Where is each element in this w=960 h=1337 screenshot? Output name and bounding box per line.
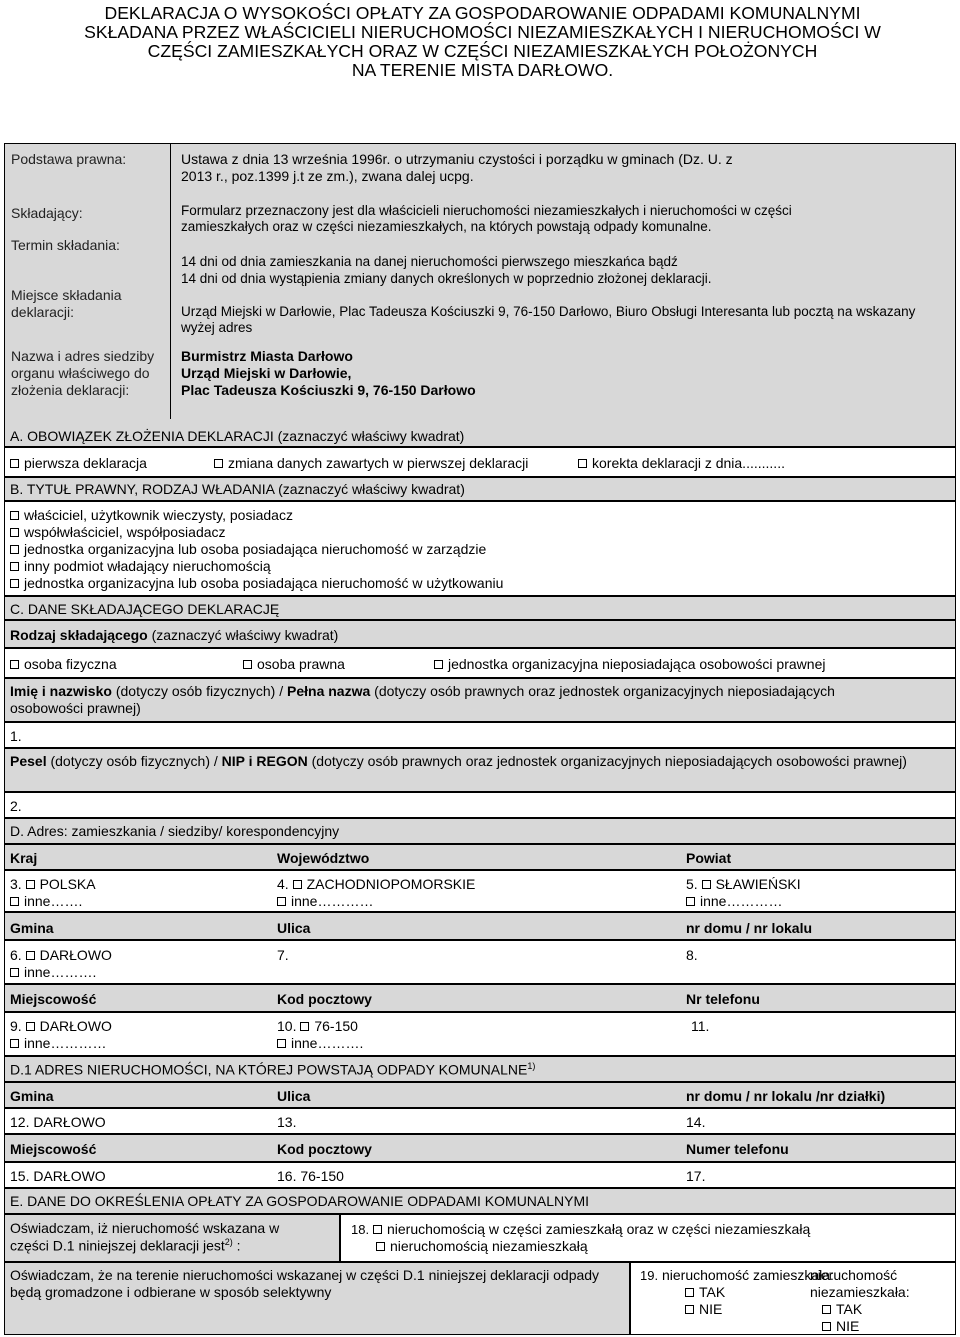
label-organ: Nazwa i adres siedziby organu właściwego do złożenia deklaracji:	[11, 348, 155, 399]
label-kraj: Kraj	[10, 850, 38, 866]
checkbox-icon[interactable]	[822, 1305, 831, 1314]
field-1-number: 1.	[10, 728, 22, 744]
header-divider	[170, 143, 171, 419]
d1-miejscowosc-field[interactable]: 15. DARŁOWO	[10, 1168, 106, 1184]
d1-nr-field[interactable]: 14.	[686, 1114, 706, 1130]
d-values-row-1	[4, 870, 956, 912]
label-podstawa: Podstawa prawna:	[11, 151, 127, 167]
pesel-label: Pesel (dotyczy osób fizycznych) / NIP i REGON (dotyczy osób prawnych oraz jednostek organizacyjnych nieposiadających osobowości prawnej)	[10, 753, 907, 769]
kod-pocztowy-field[interactable]: 10. 76-150 inne……….	[277, 1018, 364, 1052]
option-zmiana[interactable]: zmiana danych zawartych w pierwszej deklaracji	[214, 455, 528, 472]
checkbox-icon[interactable]	[300, 1022, 309, 1031]
powiat-field[interactable]: 5. SŁAWIEŃSKI inne…………	[686, 876, 801, 910]
d1-kod-field[interactable]: 16. 76-150	[277, 1168, 344, 1184]
section-d-heading: D. Adres: zamieszkania / siedziby/ korespondencyjny	[10, 823, 340, 839]
d1-label-nr: nr domu / nr lokalu /nr działki)	[686, 1088, 886, 1104]
d-labels-row-3	[4, 984, 956, 1012]
value-organ-1: Burmistrz Miasta Darłowo	[181, 348, 353, 364]
d1-label-miejscowosc: Miejscowość	[10, 1141, 97, 1157]
field-18[interactable]: 18. nieruchomością w części zamieszkałą oraz w części niezamieszkałą nieruchomością niezamieszkałą	[351, 1221, 811, 1255]
checkbox-icon[interactable]	[10, 511, 19, 520]
value-organ-3: Plac Tadeusza Kościuszki 9, 76-150 Darłowo	[181, 382, 476, 398]
imie-label: Imię i nazwisko (dotyczy osób fizycznych) / Pełna nazwa (dotyczy osób prawnych oraz jednostek organizacyjnych nieposiadających osobowości prawnej)	[10, 683, 835, 717]
ulica-field[interactable]: 7.	[277, 947, 289, 963]
checkbox-icon[interactable]	[685, 1305, 694, 1314]
checkbox-icon[interactable]	[26, 880, 35, 889]
section-d1-heading: D.1 ADRES NIERUCHOMOŚCI, NA KTÓREJ POWSTAJĄ ODPADY KOMUNALNE$^{1)}$	[10, 1061, 536, 1078]
label-kod-pocztowy: Kod pocztowy	[277, 991, 372, 1007]
label-wojewodztwo: Województwo	[277, 850, 370, 866]
d1-telefon-field[interactable]: 17.	[686, 1168, 706, 1184]
checkbox-icon[interactable]	[434, 660, 443, 669]
option-b-3[interactable]: jednostka organizacyjna lub osoba posiadająca nieruchomość w zarządzie	[10, 541, 486, 558]
label-skladajacy: Składający:	[11, 205, 83, 221]
section-c-heading: C. DANE SKŁADAJĄCEGO DEKLARACJĘ	[10, 601, 280, 617]
d-labels-row-2	[4, 912, 956, 940]
value-organ-2: Urząd Miejski w Darłowie,	[181, 365, 352, 381]
field-2-number: 2.	[10, 798, 22, 814]
label-nr-domu: nr domu / nr lokalu	[686, 920, 813, 936]
option-pierwsza[interactable]: pierwsza deklaracja	[10, 455, 147, 472]
miejscowosc-field[interactable]: 9. DARŁOWO inne…………	[10, 1018, 112, 1052]
d-values-row-2	[4, 940, 956, 984]
checkbox-icon[interactable]	[10, 579, 19, 588]
document-title	[10, 4, 955, 80]
option-osoba-fizyczna[interactable]: osoba fizyczna	[10, 656, 117, 673]
checkbox-icon[interactable]	[702, 880, 711, 889]
option-osoba-prawna[interactable]: osoba prawna	[243, 656, 345, 673]
nr-domu-field[interactable]: 8.	[686, 947, 698, 963]
checkbox-icon[interactable]	[277, 897, 286, 906]
checkbox-icon[interactable]	[373, 1225, 382, 1234]
checkbox-icon[interactable]	[686, 897, 695, 906]
imie-field[interactable]	[4, 722, 956, 748]
option-b-2[interactable]: współwłaściciel, współposiadacz	[10, 524, 226, 541]
label-miejsce: Miejsce składania deklaracji:	[11, 287, 122, 321]
title-line: DEKLARACJA O WYSOKOŚCI OPŁATY ZA GOSPODAROWANIE ODPADAMI KOMUNALNYMI	[104, 3, 861, 23]
option-b-5[interactable]: jednostka organizacyjna lub osoba posiadająca nieruchomość w użytkowaniu	[10, 575, 503, 592]
title-line: NA TERENIE MISTA DARŁOWO.	[351, 60, 614, 80]
option-b-4[interactable]: inny podmiot władający nieruchomością	[10, 558, 271, 575]
field-19-niezamieszkala[interactable]: nieruchomość niezamieszkała: TAK NIE	[810, 1267, 910, 1335]
option-korekta[interactable]: korekta deklaracji z dnia...........	[578, 455, 785, 472]
checkbox-icon[interactable]	[822, 1322, 831, 1331]
value-termin-2: 14 dni od dnia wystąpienia zmiany danych określonych w poprzednio złożonej deklaracji.	[181, 271, 712, 286]
rodzaj-label: Rodzaj składającego (zaznaczyć właściwy kwadrat)	[10, 627, 339, 643]
checkbox-icon[interactable]	[243, 660, 252, 669]
d1-label-telefon: Numer telefonu	[686, 1141, 789, 1157]
checkbox-icon[interactable]	[10, 660, 19, 669]
checkbox-icon[interactable]	[26, 1022, 35, 1031]
wojewodztwo-field[interactable]: 4. ZACHODNIOPOMORSKIE inne…………	[277, 876, 476, 910]
checkbox-icon[interactable]	[376, 1242, 385, 1251]
section-b-heading: B. TYTUŁ PRAWNY, RODZAJ WŁADANIA (zaznaczyć właściwy kwadrat)	[10, 481, 465, 497]
title-line: SKŁADANA PRZEZ WŁAŚCICIELI NIERUCHOMOŚCI NIEZAMIESZKAŁYCH I NIERUCHOMOŚCI W	[84, 22, 881, 42]
value-skladajacy: Formularz przeznaczony jest dla właścicieli nieruchomości niezamieszkałych i nieruchomości w części zamieszkałych oraz w części niezamieszkałych, na których powstają odpady komunalne.	[181, 203, 792, 235]
field-19-zamieszkala[interactable]: 19. nieruchomość zamieszkała: TAK NIE	[640, 1267, 834, 1318]
label-miejscowosc: Miejscowość	[10, 991, 97, 1007]
value-podstawa: Ustawa z dnia 13 września 1996r. o utrzymaniu czystości i porządku w gminach (Dz. U. z 2013 r., poz.1399 j.t ze zm.), zwana dalej ucpg.	[181, 151, 733, 185]
d1-values-row-2	[4, 1162, 956, 1188]
checkbox-icon[interactable]	[293, 880, 302, 889]
gmina-field[interactable]: 6. DARŁOWO inne……….	[10, 947, 112, 981]
d1-label-ulica: Ulica	[277, 1088, 311, 1104]
label-ulica: Ulica	[277, 920, 311, 936]
checkbox-icon[interactable]	[10, 897, 19, 906]
checkbox-icon[interactable]	[10, 562, 19, 571]
value-miejsce: Urząd Miejski w Darłowie, Plac Tadeusza Kościuszki 9, 76-150 Darłowo, Biuro Obsługi Interesanta lub pocztą na wskazany wyżej adres	[181, 304, 916, 336]
label-gmina: Gmina	[10, 920, 54, 936]
kraj-field[interactable]: 3. POLSKA inne…….	[10, 876, 96, 910]
d-labels-row-1	[4, 844, 956, 870]
title-line: CZĘŚCI ZAMIESZKAŁYCH ORAZ W CZĘŚCI NIEZAMIESZKAŁYCH POŁOŻONYCH	[147, 41, 818, 61]
nr-telefonu-field[interactable]: 11.	[691, 1018, 710, 1034]
d1-values-row-1	[4, 1108, 956, 1134]
checkbox-icon[interactable]	[10, 968, 19, 977]
checkbox-icon[interactable]	[10, 545, 19, 554]
section-e-heading: E. DANE DO OKREŚLENIA OPŁATY ZA GOSPODAROWANIE ODPADAMI KOMUNALNYMI	[10, 1193, 590, 1209]
oswiadczam-1-label: Oświadczam, iż nieruchomość wskazana w części D.1 niniejszej deklaracji jest$^{2)}$ :	[10, 1220, 280, 1254]
option-b-1[interactable]: właściciel, użytkownik wieczysty, posiadacz	[10, 507, 293, 524]
value-termin-1: 14 dni od dnia zamieszkania na danej nieruchomości pierwszego mieszkańca bądź	[181, 254, 678, 269]
checkbox-icon[interactable]	[10, 1039, 19, 1048]
label-powiat: Powiat	[686, 850, 732, 866]
oswiadczam-2-label: Oświadczam, że na terenie nieruchomości wskazanej w części D.1 niniejszej deklaracji odpady będą gromadzone i odbierane w sposób selektywny	[10, 1267, 600, 1301]
label-termin: Termin składania:	[11, 237, 120, 253]
d-values-row-3	[4, 1012, 956, 1056]
pesel-field[interactable]	[4, 792, 956, 818]
option-jednostka[interactable]: jednostka organizacyjna nieposiadająca osobowości prawnej	[434, 656, 825, 673]
checkbox-icon[interactable]	[26, 951, 35, 960]
checkbox-icon[interactable]	[10, 528, 19, 537]
checkbox-icon[interactable]	[214, 459, 223, 468]
label-nr-telefonu: Nr telefonu	[686, 991, 760, 1007]
d1-labels-row-2	[4, 1134, 956, 1162]
checkbox-icon[interactable]	[277, 1039, 286, 1048]
checkbox-icon[interactable]	[10, 459, 19, 468]
d1-label-gmina: Gmina	[10, 1088, 54, 1104]
d1-gmina-field[interactable]: 12. DARŁOWO	[10, 1114, 106, 1130]
d1-label-kod: Kod pocztowy	[277, 1141, 372, 1157]
d1-ulica-field[interactable]: 13.	[277, 1114, 297, 1130]
checkbox-icon[interactable]	[578, 459, 587, 468]
section-a-heading: A. OBOWIĄZEK ZŁOŻENIA DEKLARACJI (zaznaczyć właściwy kwadrat)	[10, 428, 465, 444]
checkbox-icon[interactable]	[685, 1288, 694, 1297]
